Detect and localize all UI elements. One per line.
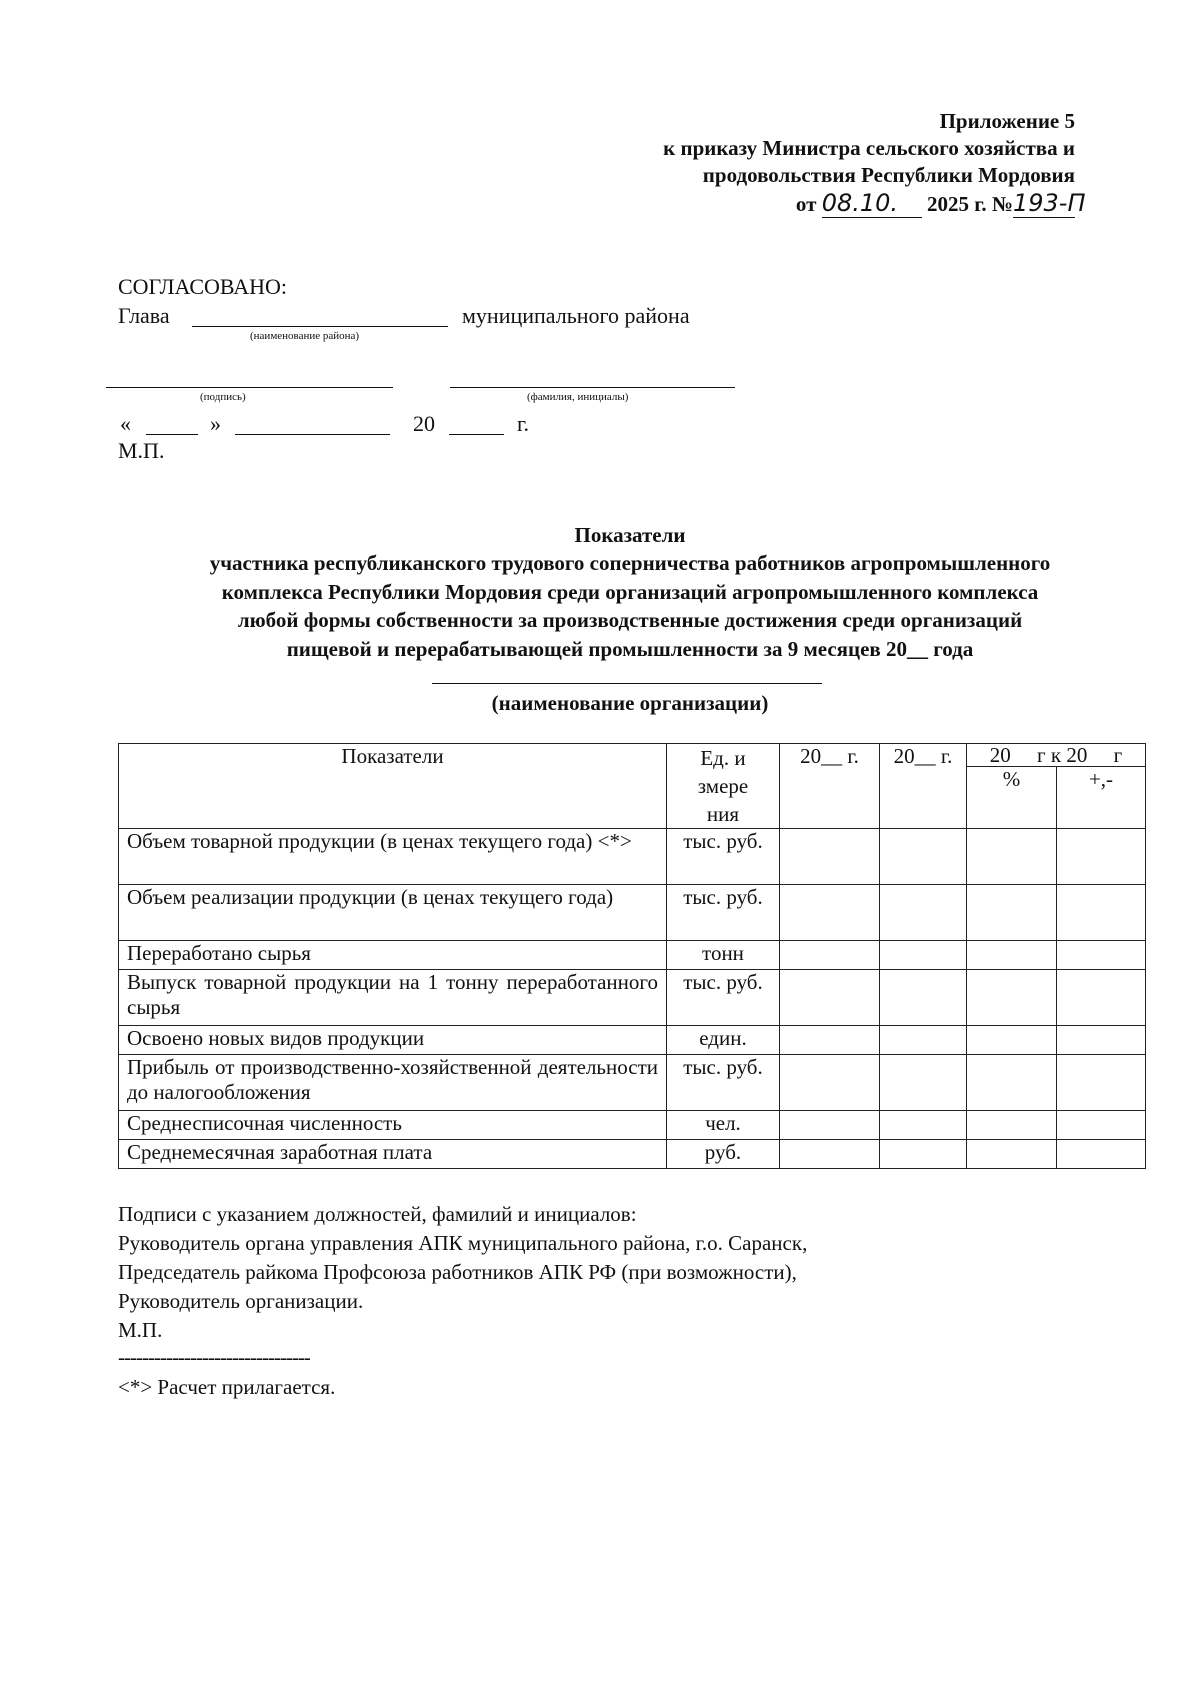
table-row: [119, 885, 1146, 941]
cell-year-2: [880, 829, 967, 885]
cell-difference: [1057, 885, 1146, 941]
footnote-separator: --------------------------------: [118, 1345, 310, 1369]
order-date-line: [795, 189, 1086, 218]
cell-year-2: [880, 885, 967, 941]
row-unit: тонн: [667, 941, 780, 970]
header-difference: +,-: [1057, 767, 1146, 829]
district-hint: (наименование района): [250, 330, 360, 342]
name-hint: (фамилия, инициалы): [527, 391, 629, 403]
cell-year-2: [880, 941, 967, 970]
row-name: Освоено новых видов продукции: [119, 1026, 667, 1055]
row-name: Объем реализации продукции (в ценах текущего года): [119, 885, 667, 941]
row-name: Выпуск товарной продукции на 1 тонну переработанного сырья: [119, 970, 667, 1026]
table-row: [119, 970, 1146, 1026]
cell-percent: [967, 1140, 1057, 1169]
row-unit: чел.: [667, 1111, 780, 1140]
table-header-row: [119, 744, 1146, 767]
footnote: <*> Расчет прилагается.: [118, 1375, 336, 1399]
header-comparison: 20 г к 20 г: [967, 744, 1146, 767]
order-line-1: к приказу Министра сельского хозяйства и: [663, 136, 1075, 160]
row-unit: руб.: [667, 1140, 780, 1169]
cell-year-2: [880, 1111, 967, 1140]
title-line-3: комплекса Республики Мордовия среди организаций агропромышленного комплекса: [221, 580, 1039, 604]
header-indicator: Показатели: [119, 744, 667, 829]
row-unit: един.: [667, 1026, 780, 1055]
cell-difference: [1057, 941, 1146, 970]
signature-underline: [106, 387, 393, 388]
table-row: [119, 1055, 1146, 1111]
cell-year-1: [780, 1140, 880, 1169]
footer-seal: М.П.: [118, 1318, 163, 1342]
name-underline: [450, 387, 735, 388]
header-year-1: 20__ г.: [780, 744, 880, 829]
footer-line-2: Руководитель органа управления АПК муниципального района, г.о. Саранск,: [118, 1231, 808, 1255]
title-line-5: пищевой и перерабатывающей промышленности за 9 месяцев 20__ года: [286, 637, 974, 661]
cell-difference: [1057, 1055, 1146, 1111]
footer-line-3: Председатель райкома Профсоюза работников АПК РФ (при возможности),: [118, 1260, 797, 1284]
title-line-1: Показатели: [574, 523, 686, 547]
table-row: [119, 1111, 1146, 1140]
row-name: Среднемесячная заработная плата: [119, 1140, 667, 1169]
head-label: Глава: [118, 303, 170, 328]
appendix-label: Приложение 5: [939, 109, 1075, 133]
cell-year-1: [780, 885, 880, 941]
org-underline: [432, 683, 822, 684]
year-underline: [449, 434, 504, 435]
row-name: Объем товарной продукции (в ценах текущего года) <*>: [119, 829, 667, 885]
footer-line-4: Руководитель организации.: [118, 1289, 364, 1313]
cell-difference: [1057, 1026, 1146, 1055]
cell-percent: [967, 970, 1057, 1026]
cell-difference: [1057, 829, 1146, 885]
title-line-4: любой формы собственности за производственные достижения среди организаций: [237, 608, 1023, 632]
cell-year-1: [780, 1111, 880, 1140]
cell-year-2: [880, 1026, 967, 1055]
cell-percent: [967, 1055, 1057, 1111]
row-name: Среднесписочная численность: [119, 1111, 667, 1140]
row-unit: тыс. руб.: [667, 829, 780, 885]
title-line-2: участника республиканского трудового соперничества работников агропромышленного: [209, 551, 1051, 575]
cell-year-1: [780, 829, 880, 885]
header-year-2: 20__ г.: [880, 744, 967, 829]
month-underline: [235, 434, 390, 435]
cell-year-1: [780, 941, 880, 970]
handwritten-date: 08.10.: [822, 190, 922, 218]
date-quote-close: »: [210, 411, 221, 436]
header-percent: %: [967, 767, 1057, 829]
cell-year-2: [880, 970, 967, 1026]
year-suffix: г.: [517, 411, 530, 436]
header-unit: Ед. измерения: [667, 744, 780, 829]
agreed-label: СОГЛАСОВАНО:: [118, 274, 287, 299]
row-name: Переработано сырья: [119, 941, 667, 970]
cell-percent: [967, 941, 1057, 970]
order-line-2: продовольствия Республики Мордовия: [702, 163, 1075, 187]
cell-year-1: [780, 970, 880, 1026]
cell-difference: [1057, 1111, 1146, 1140]
day-underline: [146, 434, 198, 435]
year-text: 2025 г. №: [926, 192, 1013, 216]
cell-percent: [967, 1026, 1057, 1055]
cell-percent: [967, 1111, 1057, 1140]
handwritten-number: 193-П: [1013, 189, 1086, 217]
year-prefix: 20: [413, 411, 435, 436]
date-quote-open: «: [120, 411, 131, 436]
date-prefix: от: [795, 192, 817, 216]
district-underline: [192, 326, 448, 327]
cell-percent: [967, 829, 1057, 885]
row-unit: тыс. руб.: [667, 1055, 780, 1111]
table-row: [119, 1140, 1146, 1169]
row-name: Прибыль от производственно-хозяйственной деятельности до налогообложения: [119, 1055, 667, 1111]
cell-difference: [1057, 970, 1146, 1026]
footer-line-1: Подписи с указанием должностей, фамилий и инициалов:: [118, 1202, 637, 1226]
table-row: [119, 941, 1146, 970]
cell-percent: [967, 885, 1057, 941]
table-row: [119, 1026, 1146, 1055]
row-unit: тыс. руб.: [667, 885, 780, 941]
cell-difference: [1057, 1140, 1146, 1169]
org-hint: (наименование организации): [491, 691, 769, 715]
district-suffix: муниципального района: [462, 303, 690, 328]
cell-year-2: [880, 1055, 967, 1111]
seal-label: М.П.: [118, 438, 165, 463]
indicators-table: [118, 743, 1146, 1169]
signature-hint: (подпись): [200, 391, 246, 403]
cell-year-2: [880, 1140, 967, 1169]
cell-year-1: [780, 1055, 880, 1111]
row-unit: тыс. руб.: [667, 970, 780, 1026]
table-row: [119, 829, 1146, 885]
cell-year-1: [780, 1026, 880, 1055]
